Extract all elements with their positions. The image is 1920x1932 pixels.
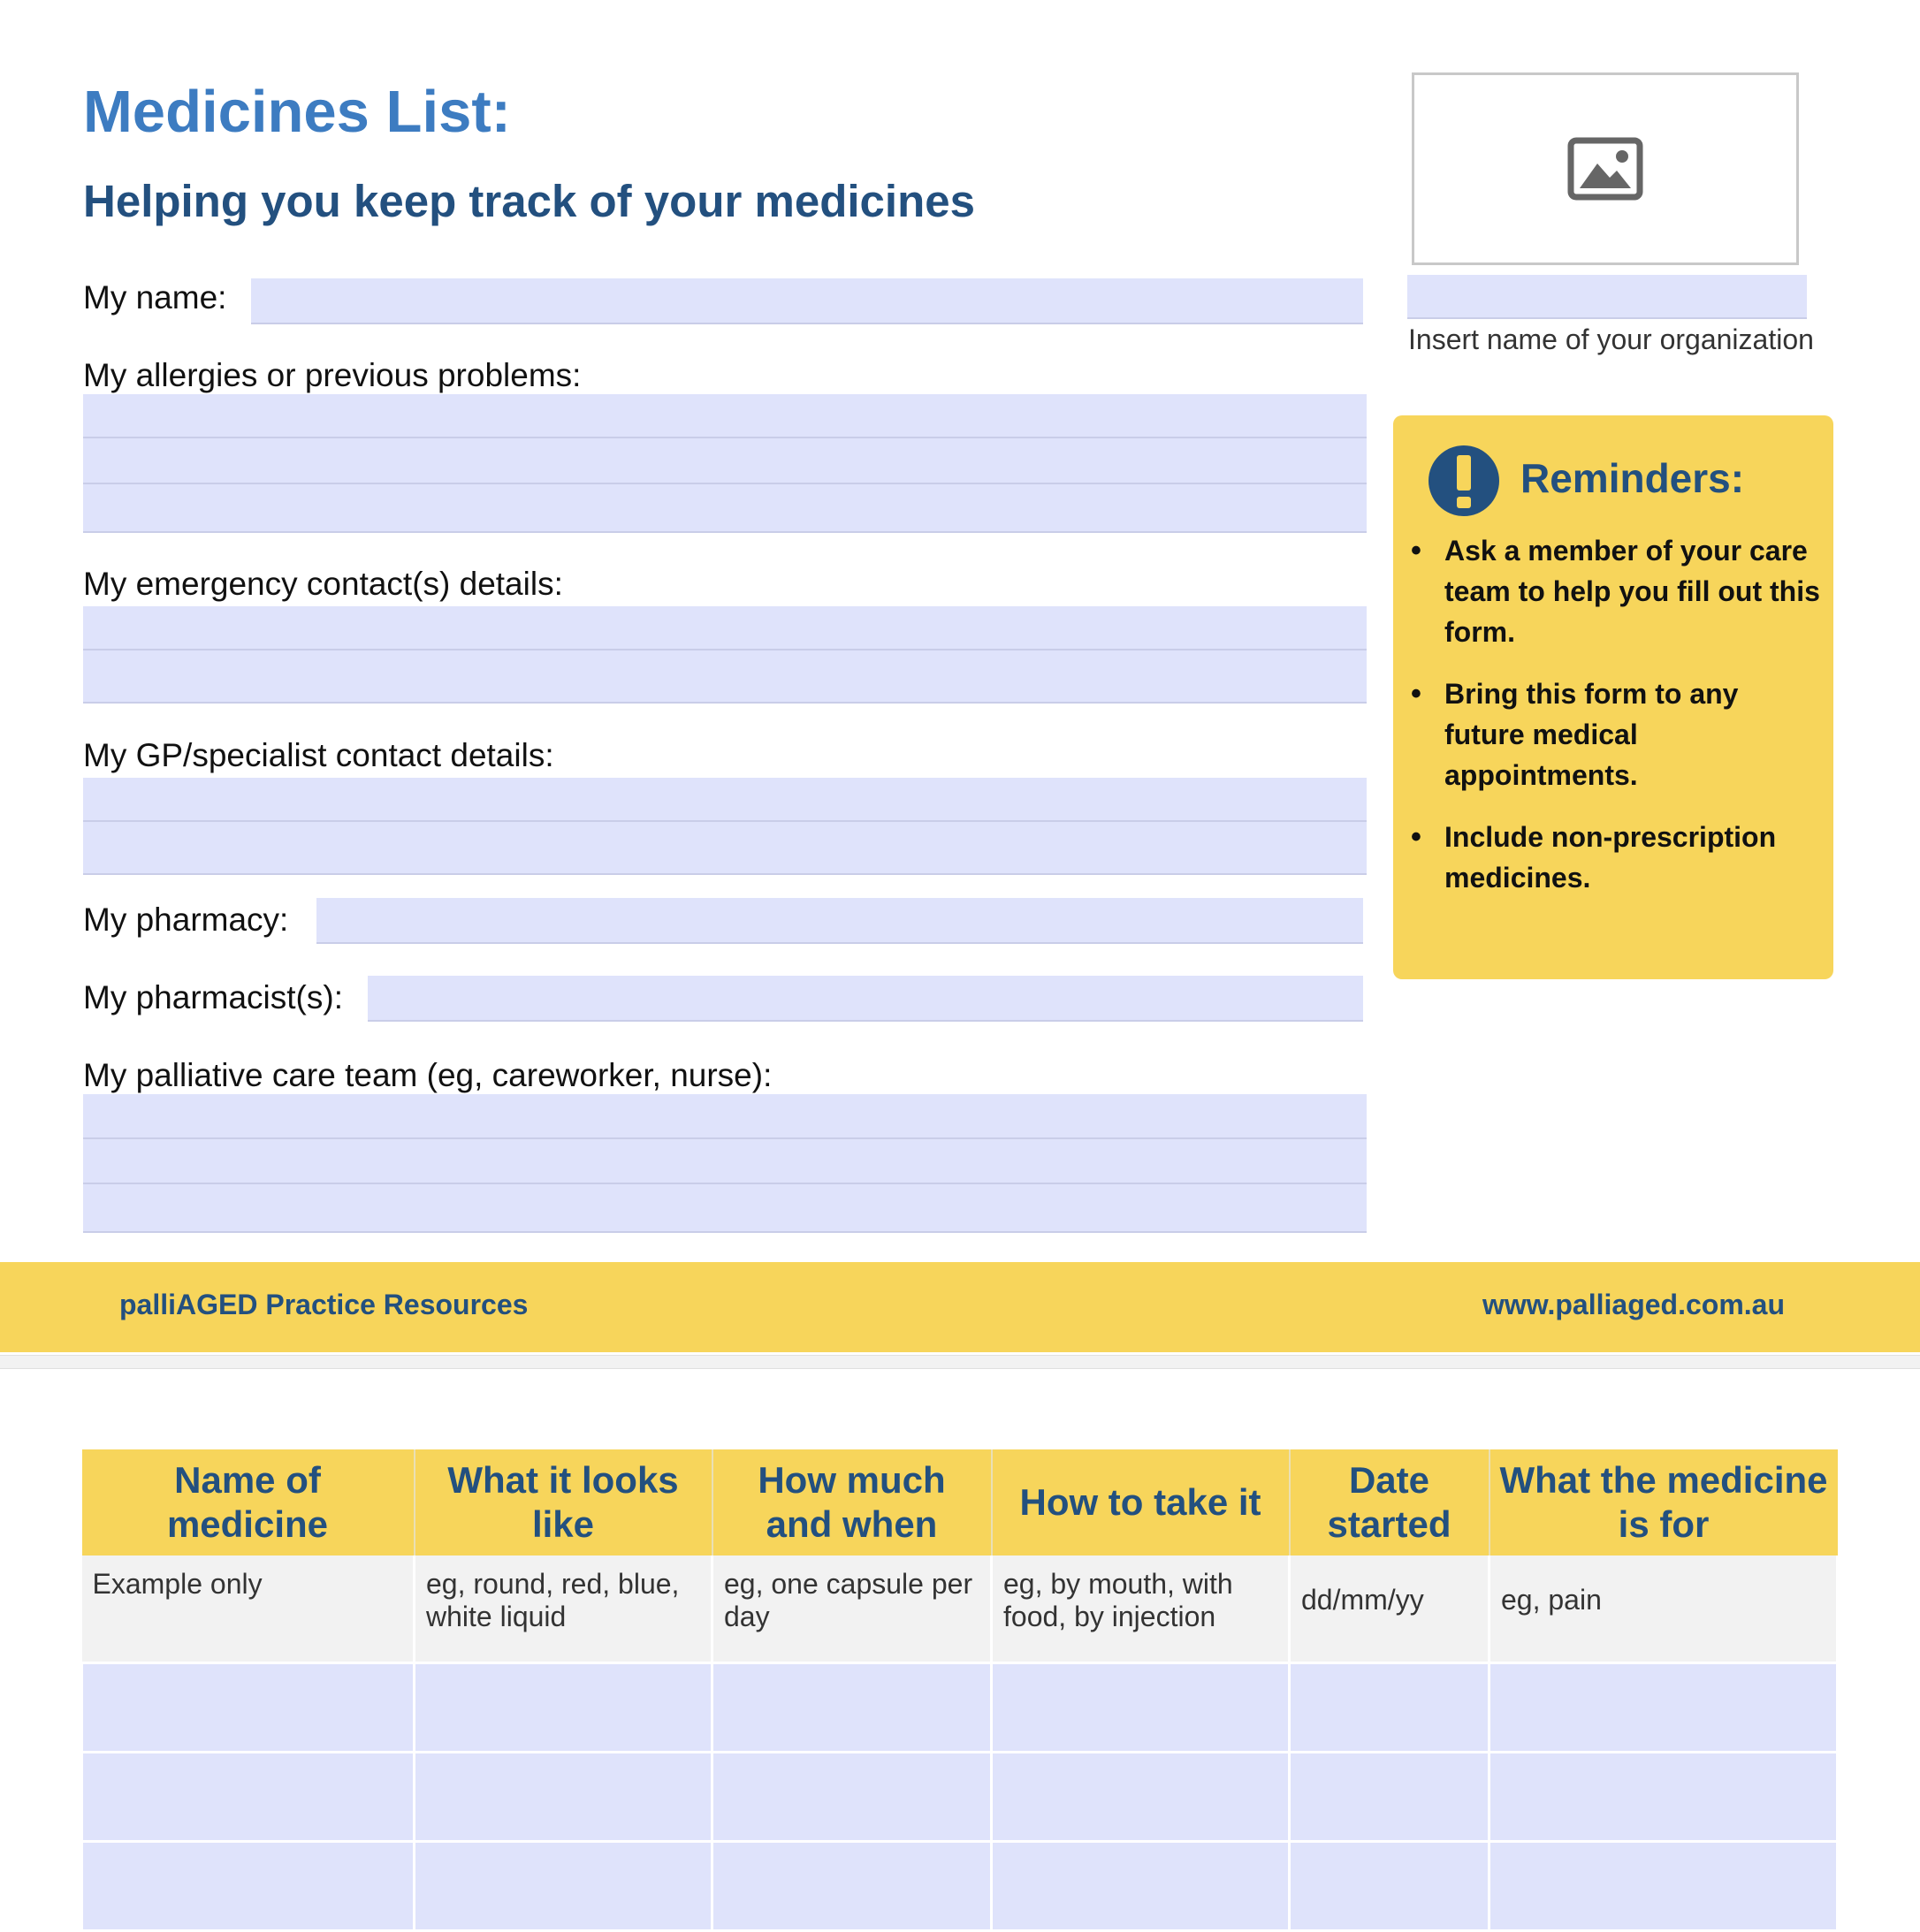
entry-cell[interactable] (712, 1663, 992, 1753)
example-cell: eg, pain (1490, 1555, 1838, 1663)
image-placeholder-icon (1567, 137, 1643, 201)
care-team-line[interactable] (83, 1139, 1367, 1184)
entry-cell[interactable] (992, 1663, 1290, 1753)
care-team-label: My palliative care team (eg, careworker, nurse): (83, 1057, 773, 1093)
reminder-item: • Ask a member of your care team to help you fill out this form. (1444, 530, 1825, 652)
entry-cell[interactable] (1290, 1663, 1490, 1753)
pharmacist-field[interactable] (368, 976, 1363, 1022)
allergies-line[interactable] (83, 394, 1367, 438)
medicines-table (80, 1449, 1839, 1932)
footer-brand: palliAGED Practice Resources (119, 1289, 529, 1320)
gp-contact-line[interactable] (83, 778, 1367, 822)
gp-contact-line[interactable] (83, 822, 1367, 875)
reminder-item: • Bring this form to any future medical appointments. (1444, 673, 1825, 795)
reminders-title: Reminders: (1520, 455, 1745, 501)
table-row (82, 1663, 1838, 1753)
care-team-line[interactable] (83, 1184, 1367, 1233)
care-team-field[interactable] (83, 1094, 1367, 1233)
entry-cell[interactable] (712, 1842, 992, 1931)
entry-cell[interactable] (82, 1842, 415, 1931)
allergies-line[interactable] (83, 438, 1367, 484)
gp-contact-label: My GP/specialist contact details: (83, 737, 554, 773)
column-header-purpose: What the medicine is for (1490, 1449, 1838, 1555)
page-title: Medicines List: (83, 79, 511, 145)
reminders-list (1444, 530, 1825, 919)
pharmacy-field[interactable] (316, 898, 1363, 944)
column-header-name: Name of medicine (82, 1449, 415, 1555)
example-cell: dd/mm/yy (1290, 1555, 1490, 1663)
entry-cell[interactable] (1490, 1753, 1838, 1842)
entry-cell[interactable] (415, 1663, 712, 1753)
page-separator (0, 1355, 1920, 1369)
pharmacist-label: My pharmacist(s): (83, 979, 343, 1015)
allergies-line[interactable] (83, 484, 1367, 533)
column-header-method: How to take it (992, 1449, 1290, 1555)
emergency-contact-line[interactable] (83, 606, 1367, 650)
name-label: My name: (83, 279, 227, 316)
table-row (82, 1753, 1838, 1842)
entry-cell[interactable] (1490, 1842, 1838, 1931)
table-row (82, 1842, 1838, 1931)
allergies-label: My allergies or previous problems: (83, 357, 582, 393)
entry-cell[interactable] (1490, 1663, 1838, 1753)
entry-cell[interactable] (415, 1842, 712, 1931)
emergency-contact-label: My emergency contact(s) details: (83, 566, 563, 602)
page-subtitle: Helping you keep track of your medicines (83, 176, 975, 226)
pharmacy-label: My pharmacy: (83, 901, 289, 938)
column-header-dose: How much and when (712, 1449, 992, 1555)
reminders-box (1393, 415, 1833, 979)
entry-cell[interactable] (1290, 1753, 1490, 1842)
example-row (82, 1555, 1838, 1663)
gp-contact-field[interactable] (83, 778, 1367, 875)
care-team-line[interactable] (83, 1094, 1367, 1139)
entry-cell[interactable] (992, 1842, 1290, 1931)
footer-url-link[interactable]: www.palliaged.com.au (1482, 1289, 1785, 1320)
entry-cell[interactable] (1290, 1842, 1490, 1931)
organization-caption: Insert name of your organization (1408, 323, 1814, 355)
entry-cell[interactable] (712, 1753, 992, 1842)
organization-name-field[interactable] (1407, 275, 1807, 319)
name-field[interactable] (251, 278, 1363, 324)
entry-cell[interactable] (992, 1753, 1290, 1842)
allergies-field[interactable] (83, 394, 1367, 533)
example-cell: eg, one capsule per day (712, 1555, 992, 1663)
column-header-date: Date started (1290, 1449, 1490, 1555)
emergency-contact-line[interactable] (83, 650, 1367, 704)
column-header-appearance: What it looks like (415, 1449, 712, 1555)
entry-cell[interactable] (82, 1663, 415, 1753)
emergency-contact-field[interactable] (83, 606, 1367, 704)
example-cell: eg, round, red, blue, white liquid (415, 1555, 712, 1663)
example-cell: eg, by mouth, with food, by injection (992, 1555, 1290, 1663)
reminder-item: • Include non-prescription medicines. (1444, 817, 1825, 898)
table-header-row (82, 1449, 1838, 1555)
exclamation-icon (1427, 444, 1501, 518)
organization-logo-placeholder[interactable] (1412, 72, 1799, 265)
entry-cell[interactable] (82, 1753, 415, 1842)
example-cell: Example only (82, 1555, 415, 1663)
entry-cell[interactable] (415, 1753, 712, 1842)
